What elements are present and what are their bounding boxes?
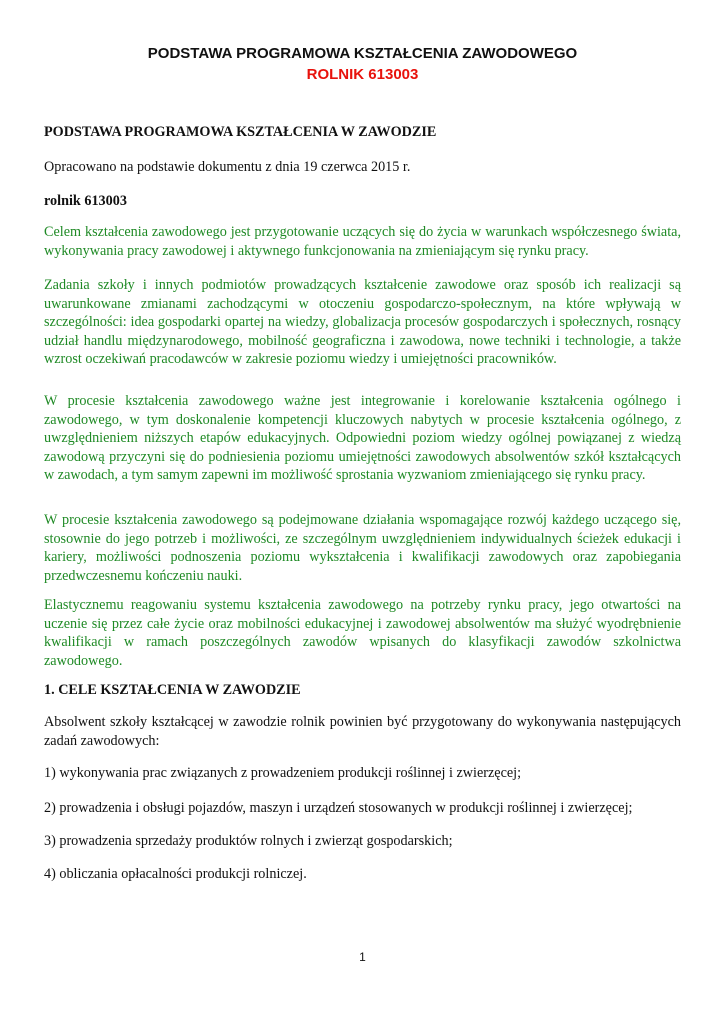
section-heading: PODSTAWA PROGRAMOWA KSZTAŁCENIA W ZAWODZIE <box>44 124 437 140</box>
intro-paragraph-4: W procesie kształcenia zawodowego są podejmowane działania wspomagające rozwój każdego uczącego się, stosownie do jego potrzeb i możliwości, ze szczególnym uwzględnieniem indywidualnych ścieżek edukacji i kariery, możliwości podnoszenia poziomu wykształcenia i kwalifikacji zawodowych oraz zapobiegania przedwczesnemu kończeniu nauki. <box>44 512 681 584</box>
page-subtitle: ROLNIK 613003 <box>306 66 419 83</box>
goals-list-item-2: 2) prowadzenia i obsługi pojazdów, maszyn i urządzeń stosowanych w produkcji roślinnej i zwierzęcej; <box>44 800 633 816</box>
page-title: PODSTAWA PROGRAMOWA KSZTAŁCENIA ZAWODOWEGO <box>147 45 578 62</box>
intro-paragraph-5: Elastycznemu reagowaniu systemu kształcenia zawodowego na potrzeby rynku pracy, jego otwartości na uczenie się przez całe życie oraz mobilności edukacyjnej i zawodowej absolwentów ma służyć wyodrębnienie kwalifikacji w ramach poszczególnych zawodów wpisanych do klasyfikacji zawodów szkolnictwa zawodowego. <box>44 597 681 669</box>
intro-paragraph-2: Zadania szkoły i innych podmiotów prowadzących kształcenie zawodowe oraz sposób ich realizacji są uwarunkowane zmianami zachodzącymi w otoczeniu gospodarczo-społecznym, na które wpływają w szczególności: idea gospodarki opartej na wiedzy, globalizacja procesów gospodarczych i społecznych, rosnący udział handlu międzynarodowego, mobilność geograficzna i zawodowa, nowe techniki i technologie, a także wzrost oczekiwań pracodawców w zakresie poziomu wiedzy i umiejętności pracowników. <box>44 277 681 368</box>
goals-list-item-4: 4) obliczania opłacalności produkcji rolniczej. <box>44 866 307 882</box>
source-note: Opracowano na podstawie dokumentu z dnia 19 czerwca 2015 r. <box>44 159 411 175</box>
goals-intro: Absolwent szkoły kształcącej w zawodzie rolnik powinien być przygotowany do wykonywania następujących zadań zawodowych: <box>44 714 681 749</box>
goals-list-item-1: 1) wykonywania prac związanych z prowadzeniem produkcji roślinnej i zwierzęcej; <box>44 765 522 781</box>
goals-heading: 1. CELE KSZTAŁCENIA W ZAWODZIE <box>44 682 301 698</box>
page-number: 1 <box>359 950 366 964</box>
profession-label: rolnik 613003 <box>44 193 127 209</box>
intro-paragraph-1: Celem kształcenia zawodowego jest przygotowanie uczących się do życia w warunkach współczesnego świata, wykonywania pracy zawodowej i aktywnego funkcjonowania na zmieniającym się rynku pracy. <box>44 224 681 259</box>
intro-paragraph-3: W procesie kształcenia zawodowego ważne jest integrowanie i korelowanie kształcenia ogólnego i zawodowego, w tym doskonalenie kompetencji kluczowych nabytych w procesie kształcenia ogólnego, z uwzględnieniem niższych etapów edukacyjnych. Odpowiedni poziom wiedzy ogólnej powiązanej z wiedzą zawodową przyczyni się do podniesienia poziomu umiejętności zawodowych absolwentów szkół kształcących w zawodach, a tym samym zapewni im możliwość sprostania wyzwaniom zmieniającego się rynku pracy. <box>44 393 681 484</box>
goals-list-item-3: 3) prowadzenia sprzedaży produktów rolnych i zwierząt gospodarskich; <box>44 833 453 849</box>
